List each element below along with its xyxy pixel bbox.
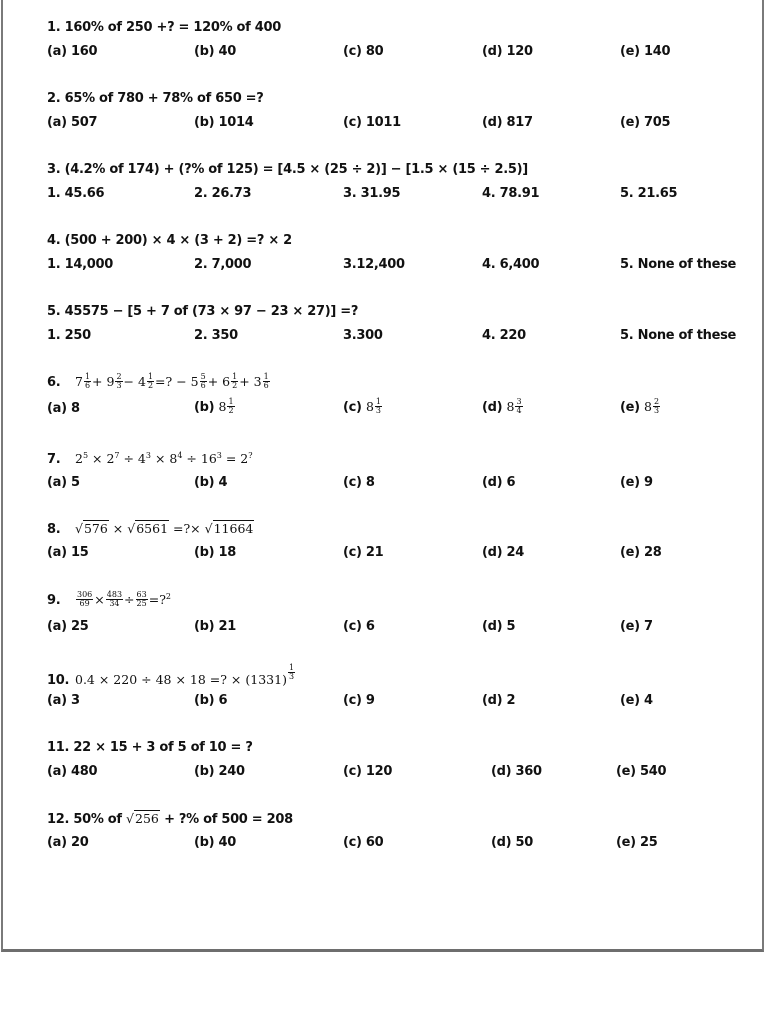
q8-option-e: (e) 28	[620, 545, 662, 560]
question-7	[47, 451, 253, 467]
question-1: 1. 160% of 250 +? = 120% of 400	[47, 20, 281, 35]
question-12-radicand: 256	[135, 811, 159, 826]
question-10-expression: 0.4 × 220 ÷ 48 × 18 =? × (1331) $^{\frac{1}{3}}$	[75, 663, 295, 687]
question-10-number: 10.	[47, 672, 70, 688]
question-12-prefix: 12. 50% of	[47, 812, 122, 827]
question-9	[47, 592, 171, 609]
q7-option-b: (b) 4	[194, 475, 228, 490]
question-7-number: 7.	[47, 452, 61, 468]
question-8-expression: √576 × √6561 =?× √11664	[75, 521, 254, 536]
q8-option-a: (a) 15	[47, 545, 89, 560]
q7-option-c: (c) 8	[343, 475, 375, 490]
q5-option-1: 1. 250	[47, 328, 91, 343]
question-9-expression: $\frac{306}{69}$ × $\frac{483}{34}$ ÷ $\frac{63}{25}$ =?$^2$	[77, 590, 171, 609]
q5-option-2: 2. 350	[194, 328, 238, 343]
q6-option-c: (c) 8 $\frac{1}{3}$	[343, 397, 381, 415]
q4-option-2: 2. 7,000	[194, 257, 252, 272]
question-8	[47, 521, 254, 537]
q4-option-5: 5. None of these	[620, 257, 737, 272]
q3-option-5: 5. 21.65	[620, 186, 678, 201]
q6-option-e: (e) 8 $\frac{2}{3}$	[620, 397, 660, 415]
q4-option-1: 1. 14,000	[47, 257, 113, 272]
question-11: 11. 22 × 15 + 3 of 5 of 10 = ?	[47, 740, 253, 755]
q2-option-e: (e) 705	[620, 115, 671, 130]
q2-option-a: (a) 507	[47, 115, 98, 130]
question-5: 5. 45575 − [5 + 7 of (73 × 97 − 23 × 27)] =?	[47, 304, 359, 319]
q7-option-d: (d) 6	[482, 475, 516, 490]
q5-option-5: 5. None of these	[620, 328, 737, 343]
q12-option-a: (a) 20	[47, 835, 89, 850]
question-9-number: 9.	[47, 593, 61, 609]
question-6	[47, 374, 271, 391]
q9-option-d: (d) 5	[482, 619, 516, 634]
q9-option-b: (b) 21	[194, 619, 237, 634]
q3-option-4: 4. 78.91	[482, 186, 540, 201]
q10-option-e: (e) 4	[620, 693, 653, 708]
q4-option-4: 4. 6,400	[482, 257, 540, 272]
q3-option-3: 3. 31.95	[343, 186, 401, 201]
q11-option-c: (c) 120	[343, 764, 393, 779]
q8-option-c: (c) 21	[343, 545, 384, 560]
q12-option-e: (e) 25	[616, 835, 658, 850]
q11-option-e: (e) 540	[616, 764, 667, 779]
q1-option-b: (b) 40	[194, 44, 237, 59]
q3-option-2: 2. 26.73	[194, 186, 252, 201]
q8-option-b: (b) 18	[194, 545, 237, 560]
question-8-number: 8.	[47, 522, 61, 537]
q2-option-c: (c) 1011	[343, 115, 401, 130]
q7-option-e: (e) 9	[620, 475, 653, 490]
question-3: 3. (4.2% of 174) + (?% of 125) = [4.5 × (25 ÷ 2)] − [1.5 × (15 ÷ 2.5)]	[47, 162, 528, 177]
question-6-number: 6.	[47, 375, 61, 390]
q10-option-c: (c) 9	[343, 693, 375, 708]
q1-option-a: (a) 160	[47, 44, 98, 59]
q6-option-b: (b) 8 $\frac{1}{2}$	[194, 397, 234, 415]
question-4: 4. (500 + 200) × 4 × (3 + 2) =? × 2	[47, 233, 292, 248]
q9-option-a: (a) 25	[47, 619, 89, 634]
q11-option-b: (b) 240	[194, 764, 245, 779]
q6-option-d: (d) 8 $\frac{3}{4}$	[482, 397, 522, 415]
q5-option-4: 4. 220	[482, 328, 526, 343]
q12-option-d: (d) 50	[491, 835, 534, 850]
q9-option-c: (c) 6	[343, 619, 375, 634]
q4-option-3: 3.12,400	[343, 257, 405, 272]
q1-option-d: (d) 120	[482, 44, 533, 59]
q2-option-b: (b) 1014	[194, 115, 254, 130]
q12-option-b: (b) 40	[194, 835, 237, 850]
q11-option-d: (d) 360	[491, 764, 542, 779]
question-12-suffix: + ?% of 500 = 208	[164, 812, 293, 827]
q7-option-a: (a) 5	[47, 475, 80, 490]
q8-option-d: (d) 24	[482, 545, 525, 560]
q6-option-a: (a) 8	[47, 401, 80, 416]
question-12: 12. 50% of √256 + ?% of 500 = 208	[47, 811, 293, 827]
q10-option-d: (d) 2	[482, 693, 516, 708]
q12-option-c: (c) 60	[343, 835, 384, 850]
question-6-expression: 7 $\frac{1}{6}$ + 9 $\frac{2}{3}$ − 4 $\frac{1}{2}$ =? − 5 $\frac{5}{6}$ + 6 $\frac{1}{2}$ + 3 $\frac{1}{6}$	[75, 372, 269, 390]
q10-option-a: (a) 3	[47, 693, 80, 708]
q2-option-d: (d) 817	[482, 115, 533, 130]
q1-option-c: (c) 80	[343, 44, 384, 59]
q1-option-e: (e) 140	[620, 44, 671, 59]
worksheet-page	[1, 0, 764, 952]
q10-option-b: (b) 6	[194, 693, 228, 708]
question-2: 2. 65% of 780 + 78% of 650 =?	[47, 91, 264, 106]
q9-option-e: (e) 7	[620, 619, 653, 634]
q3-option-1: 1. 45.66	[47, 186, 105, 201]
question-7-expression: $2^5 \times 2^7 \div 4^3 \times 8^4 \div 16^3 = 2^?$	[75, 451, 253, 467]
question-10	[47, 663, 296, 688]
q11-option-a: (a) 480	[47, 764, 98, 779]
q5-option-3: 3.300	[343, 328, 383, 343]
